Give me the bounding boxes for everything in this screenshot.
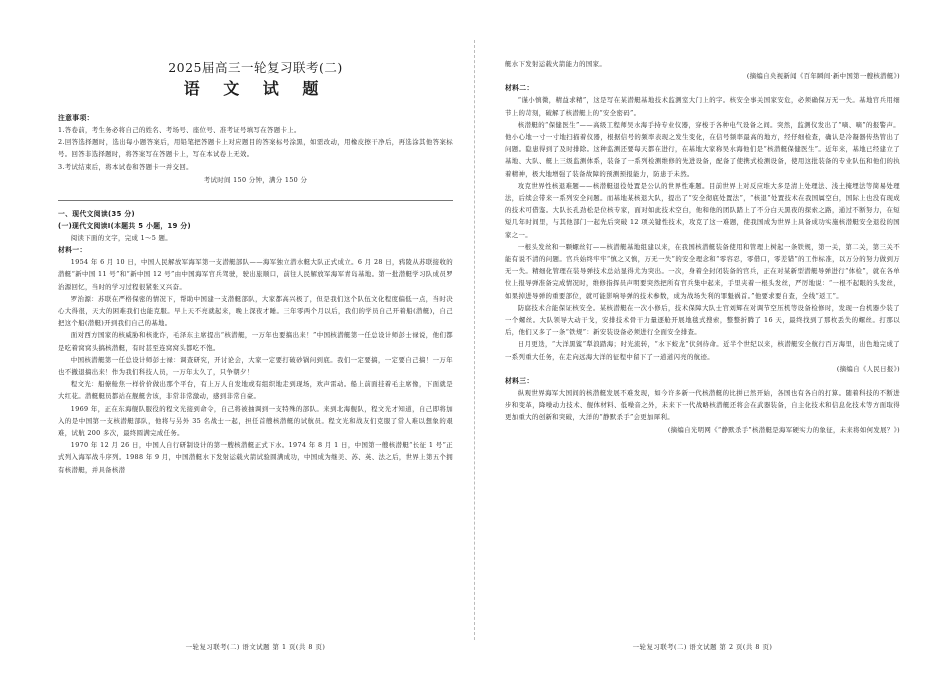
subject-title: 语 文 试 题 xyxy=(183,79,328,98)
material-1-paragraph: 中国核潜艇第一任总设计师彭士禄：调查研究，开讨论会，大家一定要打破砂锅问到底。我们一定要搞，一定要自己搞！一万年也不撤退搞出来！作为我们科技人员，一万年太久了，只争朝夕！ xyxy=(58,355,453,377)
notice-block xyxy=(58,112,453,186)
material-1-paragraph: 面对西方国家的核威胁和核讹诈，毛泽东主席提出“核潜艇，一万年也要搞出来！”中国核潜艇第一任总设计师彭士禄说，他们都是吃着窝窝头搞核潜艇，有时甚至连窝窝头都吃不饱。 xyxy=(58,331,453,352)
material-3-label: 材料三： xyxy=(505,377,534,386)
instruction: 阅读下面的文字，完成 1～5 题。 xyxy=(70,234,173,242)
material-2-paragraph: 攻克世界性核退难题——核潜艇退役处置是公认的世界性难题。目前世界上对反应堆大多是清上处理法、浅土掩埋法等简易处理法，后续会带来一系列安全问题。而基地某核退大队，提出了“安全彻底处置法”，“核退”处置技术在我国属空白，国际上也没有现成的技术可借鉴。大队长孔劲松是位核专家，面对如此技术空白，他和他的团队踏上了不分白天黑夜的探索之路，通过不断努力，在短短几年时间里，与其他部门一起先后突破 12 项关键性技术，攻克了这一难题，使我国成为世界上具备成功实施核潜艇安全退役的国家之一。 xyxy=(505,181,900,239)
page-2 xyxy=(475,0,950,673)
material-2-paragraph: “谨小慎微，精益求精”，这是写在某潜艇基地技术监测室大门上的字。核安全事关国家安危，必须确保万无一失。基地官兵用细节上的苛刻，破解了核潜艇上的“安全密码”。 xyxy=(505,96,900,117)
source-citation: (摘编自央视新闻《百年瞬间·新中国第一艘核潜艇》) xyxy=(746,72,900,81)
section-1 xyxy=(58,208,453,476)
material-1-paragraph: 1970 年 12 月 26 日，中国人自行研制设计的第一艘核潜艇正式下水。1974 年 8 月 1 日，中国第一艘核潜艇“长征 1 号”正式列入海军战斗序列。1988 年 9 月，中国潜艇水下发射运载火箭试验圆满成功，中国成为继美、苏、英、法之后，世界上第五个拥有核潜艇，并具备核潜 xyxy=(58,441,453,474)
material-2-paragraph: 日月更迭，“大洋黑鲨”犁浪踏海；时光流转，“水下蛟龙”伏剑待命。近半个世纪以来，核潜艇安全航行百万海里，出色地完成了一系列重大任务，在走向远海大洋的征程中留下了一道道闪亮的航迹。 xyxy=(505,340,900,361)
notice-item: 1.答卷前，考生务必将自己的姓名、考场号、座位号、准考证号填写在答题卡上。 xyxy=(58,126,301,134)
exam-time: 考试时间 150 分钟，满分 150 分 xyxy=(203,175,308,184)
exam-title: 2025届高三一轮复习联考(二) xyxy=(168,60,343,75)
notice-item: 3.考试结束后，将本试卷和答题卡一并交回。 xyxy=(58,162,193,171)
notice-item: 2.回答选择题时，选出每小题答案后，用铅笔把答题卡上对应题目的答案标号涂黑，如需改动，用橡皮擦干净后，再选涂其他答案标号。回答非选择题时，将答案写在答题卡上，写在本试卷上无效。 xyxy=(58,138,453,159)
subsection-heading: (一)现代文阅读Ⅰ(本题共 5 小题，19 分) xyxy=(58,222,191,230)
right-column xyxy=(505,58,900,436)
material-2-label: 材料二： xyxy=(505,84,534,93)
material-3-paragraph: 纵观世界海军大国间的核潜艇发展不难发现，如今许多新一代核潜艇的比拼已然开始，各国也有各自的打算。随着科技的不断进步和变革，降噪动力技术、舰体材料、低噪音之外，未来下一代战略核潜艇还将会在武器装备，自主化技术和信息化技术等方面取得更加重大的创新和突破，大洋的“静默杀手”会更加犀利。 xyxy=(505,389,900,422)
page-footer: 一轮复习联考(二) 语文试题 第 2 页(共 8 页) xyxy=(632,643,773,651)
continuation-text: 艇水下发射运载火箭能力的国家。 xyxy=(505,60,607,68)
material-1-paragraph: 罗治源：苏联在严格保密的情况下，帮助中国建一支潜艇部队，大家都高兴极了，但是我们这个队伍文化程度偏低一点，当时决心大得很，天大的困难我们也能克服。早上天不亮就起来，晚上深夜才睡。三年零两个月以后，我们的学员自己开着船(潜艇)，自己把这个船(潜艇)开到我们自己的基地。 xyxy=(58,294,453,328)
section-rule xyxy=(58,200,453,201)
section-heading: 一、现代文阅读(35 分) xyxy=(58,210,135,218)
material-2-paragraph: 一根头发丝和一颗螺丝钉——核潜艇基地组建以来，在我国核潜艇装备使用和管理上树起一条铁规，第一关，第二关，第三关不能有说不清的问题。官兵始终牢牢“慎之又慎，万无一失”的安全理念和“零容忍，零借口，零差错”的工作标准，以万分的努力做到万无一失。精细化管理在装导弹技术总站显得尤为突出。一次，身着全封闭装备的官兵，正在对某新型潜艇导弹进行“体检”，就在各单位上报导弹准备完成情况时，维修指挥员声明要突然把所有官兵集中起来，手里夹着一根头发丝，严厉地说：“一根不起眼的头发丝，如果掉进导弹的重要部位，就可能影响导弹的技术参数，成为战场失利的罪魁祸首。”他要求要自查，全线“返工”。 xyxy=(505,242,900,300)
material-1-paragraph: 程文光：船僚舱焦一样价价做出那个平台，有上万人自发地或有组织地走到现场，欢声雷动。船上前面挂着毛主席像，下面就是大红花。潜艇艇员都站在舰艇舍该，非常非常激动，感到非常自豪。 xyxy=(58,380,453,401)
page-footer: 一轮复习联考(二) 语文试题 第 1 页(共 8 页) xyxy=(185,643,326,651)
material-2-paragraph: 防腐技术合能保证核安全。某核潜艇在一次小修后，技术保障大队士官刘辉在对调节空压机等设备检修时，发现一台机器少装了一个螺丝。大队领导大动干戈，安排技术骨干力量逐舱开展地毯式搜索，整整折腾了 16 天，最终找到了那枚丢失的螺丝。打那以后，他们又多了一条“铁规”：新安装设备必须进行全面安全排查。 xyxy=(505,303,900,337)
source-citation: (摘编自《人民日报》) xyxy=(836,364,900,373)
material-2-paragraph: 核潜艇的“保健医生”——高级工程师吴水海手持专业仪器，穿梭于各种电气设备之间。突然，监测仪发出了“嘀、嘀”的报警声。他小心地一寸一寸地扫描着仪器，根据信号的频率表现之发生变化，在信号频率最高的地方，经仔细检查，确认是冷凝器传热管出了问题。隐患得到了及时排除。这种监测还要每天都在进行，在基地大家称吴水海他们是“核潜艇保健医生”。近年来，基地已经建立了基地、大队、艇上三级监测体系，装备了一系列检测维修的先进设备，配备了使携式检测设备，使用这批装备的专业队伍和他们的执着精神，极大地增强了装备故障的预测预报能力，防患于未然。 xyxy=(505,120,900,178)
source-citation: (摘编自光明网《“静默杀手”核潜艇是海军硬实力的象征，未来将如何发展？》) xyxy=(667,425,900,434)
material-1-label: 材料一： xyxy=(58,246,87,255)
notice-heading: 注意事项： xyxy=(58,114,94,122)
material-1-paragraph: 1954 年 6 月 10 日，中国人民解放军海军第一支潜艇部队——海军独立潜水艇大队正式成立。6 月 28 日，鸦陵从苏联接收的潜艇“新中国 11 号”和“新中国 12 号”由中国海军官兵驾驶，驶出旅顺口，前往人民解放军海军青岛基地。第一批潜艇学习队成员罗治源回忆，当时的学习过程很紧张又兴奋。 xyxy=(58,258,453,291)
material-1-paragraph: 1969 年，正在东海舰队服役的程文光接到命令，自己将被抽调到一支特殊的部队。来到北海舰队，程文光才知道，自己即将加入的是中国第一支核潜艇部队，他将与另外 35 名战士一起，担任首艘核潜艇的试航员。程文光和战友们克服了常人难以想象的艰难，试航 200 多次，最终圆满完成任务。 xyxy=(58,404,453,438)
